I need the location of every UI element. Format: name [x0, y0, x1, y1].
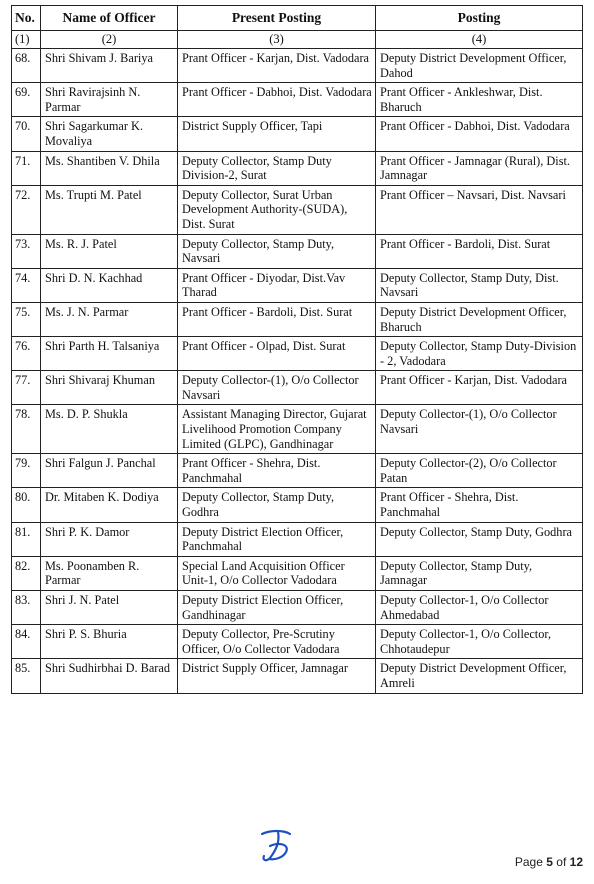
table-row [12, 488, 583, 522]
officer-name: Ms. R. J. Patel [41, 234, 178, 268]
new-posting: Prant Officer - Ankleshwar, Dist. Bharuch [376, 83, 583, 117]
officer-name: Shri Sagarkumar K. Movaliya [41, 117, 178, 151]
officer-name: Shri Parth H. Talsaniya [41, 337, 178, 371]
present-posting: District Supply Officer, Tapi [178, 117, 376, 151]
table-row [12, 659, 583, 693]
table-row [12, 151, 583, 185]
present-posting: Prant Officer - Bardoli, Dist. Surat [178, 302, 376, 336]
page-prefix: Page [514, 855, 543, 869]
new-posting: Prant Officer - Bardoli, Dist. Surat [376, 234, 583, 268]
new-posting: Deputy Collector-(1), O/o Collector Navsari [376, 405, 583, 454]
header-no: No. [12, 6, 41, 31]
row-number: 68. [12, 49, 41, 83]
column-number: (4) [376, 31, 583, 49]
officer-name: Shri Ravirajsinh N. Parmar [41, 83, 178, 117]
new-posting: Deputy District Development Officer, Dahod [376, 49, 583, 83]
officer-name: Ms. D. P. Shukla [41, 405, 178, 454]
postings-table [11, 5, 583, 694]
officer-name: Dr. Mitaben K. Dodiya [41, 488, 178, 522]
signature-mark [256, 826, 296, 866]
present-posting: Special Land Acquisition Officer Unit-1, O/o Collector Vadodara [178, 556, 376, 590]
table-header-row [12, 6, 583, 31]
officer-name: Shri Shivaraj Khuman [41, 371, 178, 405]
row-number: 80. [12, 488, 41, 522]
page-total: 12 [569, 855, 583, 869]
row-number: 79. [12, 454, 41, 488]
officer-name: Ms. Trupti M. Patel [41, 185, 178, 234]
column-number: (1) [12, 31, 41, 49]
table-row [12, 185, 583, 234]
new-posting: Deputy District Development Officer, Amreli [376, 659, 583, 693]
officer-name: Ms. Shantiben V. Dhila [41, 151, 178, 185]
table-row [12, 371, 583, 405]
row-number: 71. [12, 151, 41, 185]
row-number: 82. [12, 556, 41, 590]
present-posting: Deputy District Election Officer, Panchmahal [178, 522, 376, 556]
row-number: 72. [12, 185, 41, 234]
new-posting: Prant Officer - Shehra, Dist. Panchmahal [376, 488, 583, 522]
present-posting: Deputy Collector, Surat Urban Development Authority-(SUDA), Dist. Surat [178, 185, 376, 234]
present-posting: Deputy Collector-(1), O/o Collector Navsari [178, 371, 376, 405]
table-row [12, 337, 583, 371]
table-row [12, 268, 583, 302]
row-number: 76. [12, 337, 41, 371]
table-row [12, 405, 583, 454]
present-posting: Prant Officer - Karjan, Dist. Vadodara [178, 49, 376, 83]
row-number: 85. [12, 659, 41, 693]
new-posting: Deputy Collector, Stamp Duty-Division - 2, Vadodara [376, 337, 583, 371]
row-number: 83. [12, 591, 41, 625]
column-number-row [12, 31, 583, 49]
present-posting: Deputy Collector, Stamp Duty, Godhra [178, 488, 376, 522]
row-number: 75. [12, 302, 41, 336]
officer-name: Shri P. S. Bhuria [41, 625, 178, 659]
officer-name: Ms. Poonamben R. Parmar [41, 556, 178, 590]
table-row [12, 49, 583, 83]
new-posting: Deputy Collector-1, O/o Collector Ahmedabad [376, 591, 583, 625]
present-posting: Prant Officer - Diyodar, Dist.Vav Tharad [178, 268, 376, 302]
page-current: 5 [546, 855, 553, 869]
new-posting: Prant Officer - Karjan, Dist. Vadodara [376, 371, 583, 405]
table-row [12, 556, 583, 590]
table-row [12, 83, 583, 117]
new-posting: Deputy Collector, Stamp Duty, Jamnagar [376, 556, 583, 590]
table-row [12, 117, 583, 151]
header-name: Name of Officer [41, 6, 178, 31]
present-posting: Prant Officer - Olpad, Dist. Surat [178, 337, 376, 371]
row-number: 81. [12, 522, 41, 556]
row-number: 74. [12, 268, 41, 302]
table-row [12, 625, 583, 659]
row-number: 84. [12, 625, 41, 659]
present-posting: Deputy Collector, Stamp Duty Division-2, Surat [178, 151, 376, 185]
table-row [12, 234, 583, 268]
table-row [12, 302, 583, 336]
new-posting: Deputy Collector, Stamp Duty, Godhra [376, 522, 583, 556]
present-posting: Assistant Managing Director, Gujarat Livelihood Promotion Company Limited (GLPC), Gandhinagar [178, 405, 376, 454]
present-posting: Deputy Collector, Pre-Scrutiny Officer, O/o Collector Vadodara [178, 625, 376, 659]
new-posting: Deputy Collector-1, O/o Collector, Chhotaudepur [376, 625, 583, 659]
page-of: of [556, 855, 567, 869]
officer-name: Ms. J. N. Parmar [41, 302, 178, 336]
table-row [12, 591, 583, 625]
row-number: 77. [12, 371, 41, 405]
present-posting: Prant Officer - Dabhoi, Dist. Vadodara [178, 83, 376, 117]
column-number: (2) [41, 31, 178, 49]
row-number: 69. [12, 83, 41, 117]
new-posting: Deputy District Development Officer, Bharuch [376, 302, 583, 336]
new-posting: Prant Officer - Jamnagar (Rural), Dist. Jamnagar [376, 151, 583, 185]
officer-name: Shri P. K. Damor [41, 522, 178, 556]
officer-name: Shri Falgun J. Panchal [41, 454, 178, 488]
new-posting: Prant Officer - Dabhoi, Dist. Vadodara [376, 117, 583, 151]
officer-name: Shri J. N. Patel [41, 591, 178, 625]
present-posting: Prant Officer - Shehra, Dist. Panchmahal [178, 454, 376, 488]
row-number: 78. [12, 405, 41, 454]
new-posting: Prant Officer – Navsari, Dist. Navsari [376, 185, 583, 234]
officer-name: Shri Sudhirbhai D. Barad [41, 659, 178, 693]
officer-name: Shri D. N. Kachhad [41, 268, 178, 302]
table-row [12, 522, 583, 556]
officer-name: Shri Shivam J. Bariya [41, 49, 178, 83]
table-row [12, 454, 583, 488]
present-posting: District Supply Officer, Jamnagar [178, 659, 376, 693]
new-posting: Deputy Collector, Stamp Duty, Dist. Navsari [376, 268, 583, 302]
present-posting: Deputy District Election Officer, Gandhinagar [178, 591, 376, 625]
new-posting: Deputy Collector-(2), O/o Collector Patan [376, 454, 583, 488]
header-posting: Posting [376, 6, 583, 31]
header-present-posting: Present Posting [178, 6, 376, 31]
present-posting: Deputy Collector, Stamp Duty, Navsari [178, 234, 376, 268]
row-number: 70. [12, 117, 41, 151]
page-number [515, 855, 583, 869]
row-number: 73. [12, 234, 41, 268]
column-number: (3) [178, 31, 376, 49]
